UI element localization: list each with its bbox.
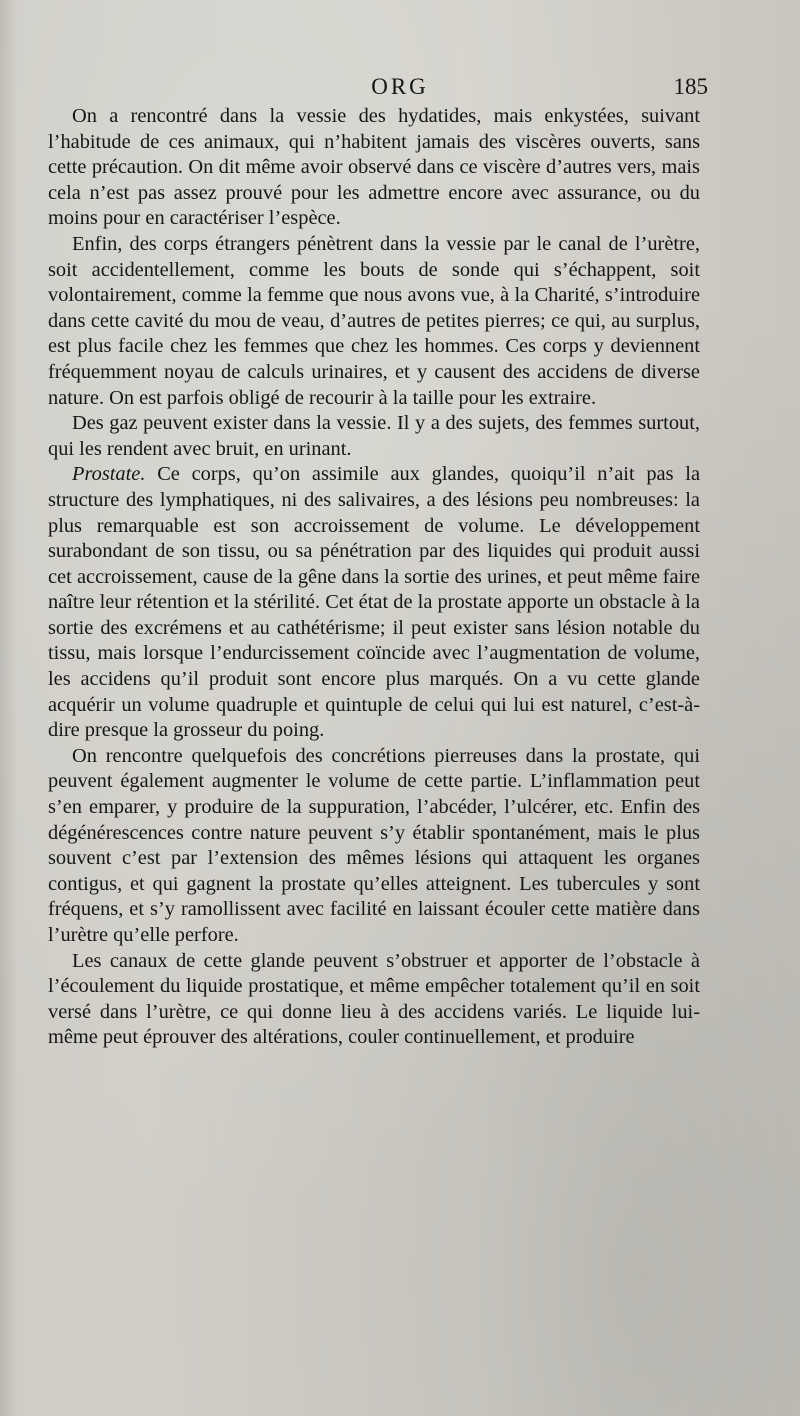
prostate-text: Ce corps, qu’on assimile aux glandes, quoiqu’il n’ait pas la structure des lymphatiques, ni des salivaires, a des lésions peu nombreuses: la plus remarquable est son accroissement de volume. Le développement surabondant de son tissu, ou sa pénétration par des liquides qui produit aussi cet accroissement, cause de la gêne dans la sortie des urines, et peut même faire naître leur rétention et la stérilité. Cet état de la prostate apporte un obstacle à la sortie des excrémens et au cathétérisme; il peut exister sans lésion notable du tissu, mais lorsque l’endurcissement coïncide avec l’augmentation de volume, les accidens qu’il produit sont encore plus marqués. On a vu cette glande acquérir un volume quadruple et quintuple de celui qui lui est naturel, c’est-à-dire presque la grosseur du poing. — [48, 463, 700, 742]
page-number: 185 — [673, 74, 708, 99]
paragraph-foreign-bodies: Enfin, des corps étrangers pénètrent dans la vessie par le canal de l’urètre, soit accidentellement, comme les bouts de sonde qui s’échappent, soit volontairement, comme la femme que nous avons vue, à la Charité, s’introduire dans cette cavité du mou de veau, d’autres de petites pierres; ce qui, au surplus, est plus facile chez les femmes que chez les hommes. Ces corps y deviennent fréquemment noyau de calculs urinaires, et y causent des accidens de diverse nature. On est parfois obligé de recourir à la taille pour les extraire. — [48, 232, 700, 409]
body-text — [48, 104, 700, 1051]
paragraph-prostate — [48, 462, 700, 744]
page-header — [0, 74, 800, 104]
paragraph-canals: Les canaux de cette glande peuvent s’obstruer et apporter de l’obstacle à l’écoulement du liquide prostatique, et même empêcher totalement qu’il en soit versé dans l’urètre, ce qui donne lieu à des accidens variés. Le liquide lui-même peut éprouver des altérations, couler continuellement, et produire — [48, 949, 700, 1049]
prostate-heading: Prostate. — [72, 463, 146, 486]
paragraph-hydatides: On a rencontré dans la vessie des hydatides, mais enkystées, suivant l’habitude de ces animaux, qui n’habitent jamais des viscères ouverts, sans cette précaution. On dit même avoir observé dans ce viscère d’autres vers, mais cela n’est pas assez prouvé pour les admettre encore avec assurance, ou du moins pour en caractériser l’espèce. — [48, 105, 700, 230]
paragraph-gases: Des gaz peuvent exister dans la vessie. Il y a des sujets, des femmes surtout, qui les rendent avec bruit, en urinant. — [48, 412, 700, 460]
running-head: ORG — [371, 74, 429, 99]
paragraph-concretions: On rencontre quelquefois des concrétions pierreuses dans la prostate, qui peuvent également augmenter le volume de cette partie. L’inflammation peut s’en emparer, y produire de la suppuration, l’abcéder, l’ulcérer, etc. Enfin des dégénérescences contre nature peuvent s’y établir spontanément, mais le plus souvent c’est par l’extension des mêmes lésions qui attaquent les organes contigus, et qui gagnent la prostate qu’elles atteignent. Les tubercules y sont fréquens, et s’y ramollissent avec facilité en laissant écouler cette matière dans l’urètre qu’elle perfore. — [48, 744, 700, 946]
